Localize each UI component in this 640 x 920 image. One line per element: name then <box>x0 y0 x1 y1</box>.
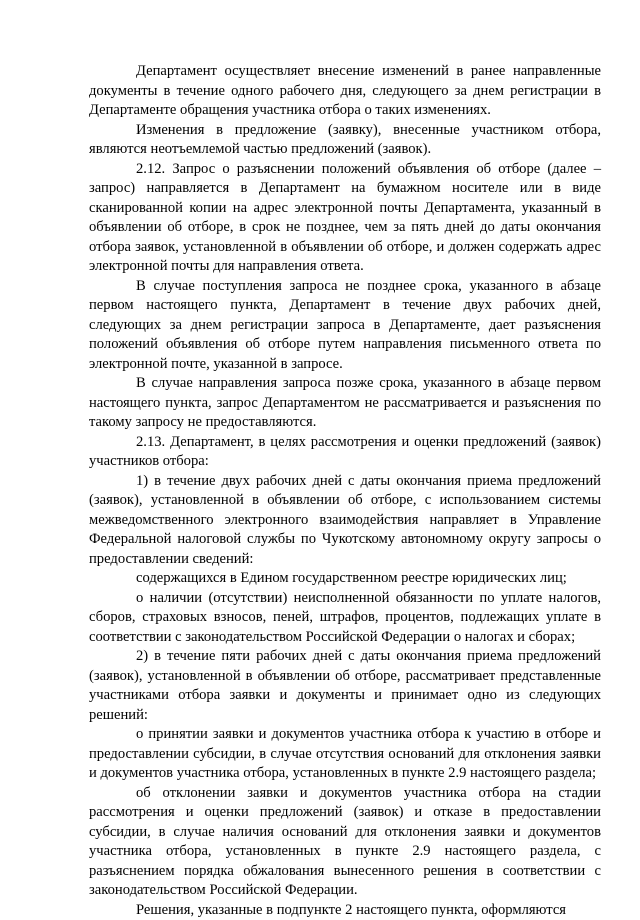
paragraph: 2.12. Запрос о разъяснении положений объявления об отборе (далее – запрос) направляется в Департамент на бумажном носителе или в виде сканированной копии на адрес электронной почты Департамента, указанный в объявлении об отборе, в срок не позднее, чем за пять дней до даты окончания отбора заявок, установленной в объявлении об отборе, и должен содержать адрес электронной почты для направления ответа. <box>89 160 601 277</box>
paragraph: Департамент осуществляет внесение изменений в ранее направленные документы в течение одного рабочего дня, следующего за днем регистрации в Департаменте обращения участника отбора о таких изменениях. <box>89 62 601 121</box>
document-body <box>89 62 601 920</box>
paragraph: В случае поступления запроса не позднее срока, указанного в абзаце первом настоящего пункта, Департамент в течение двух рабочих дней, следующих за днем регистрации запроса в Департаменте, дает разъяснения положений объявления об отборе путем направления письменного ответа по электронной почте, указанной в запросе. <box>89 277 601 375</box>
paragraph: 2.13. Департамент, в целях рассмотрения и оценки предложений (заявок) участников отбора: <box>89 433 601 472</box>
paragraph: о наличии (отсутствии) неисполненной обязанности по уплате налогов, сборов, страховых взносов, пеней, штрафов, процентов, подлежащих уплате в соответствии с законодательством Российской Федерации о налогах и сборах; <box>89 589 601 648</box>
paragraph: 1) в течение двух рабочих дней с даты окончания приема предложений (заявок), установленной в объявлении об отборе, с использованием системы межведомственного электронного взаимодействия направляет в Управление Федеральной налоговой службы по Чукотскому автономному округу запросы о предоставлении сведений: <box>89 472 601 570</box>
paragraph: В случае направления запроса позже срока, указанного в абзаце первом настоящего пункта, запрос Департаментом не рассматривается и разъяснения по такому запросу не предоставляются. <box>89 374 601 433</box>
paragraph: 2) в течение пяти рабочих дней с даты окончания приема предложений (заявок), установленной в объявлении об отборе, рассматривает представленные участниками отбора заявки и документы и принимает одно из следующих решений: <box>89 647 601 725</box>
paragraph: Решения, указанные в подпункте 2 настоящего пункта, оформляются <box>89 901 601 920</box>
paragraph: об отклонении заявки и документов участника отбора на стадии рассмотрения и оценки предложений (заявок) и отказе в предоставлении субсидии, в случае наличия оснований для отклонения заявки и документов участника отбора, установленных в пункте 2.9 настоящего раздела, с разъяснением порядка обжалования вынесенного решения в соответствии с законодательством Российской Федерации. <box>89 784 601 901</box>
paragraph: содержащихся в Едином государственном реестре юридических лиц; <box>89 569 601 589</box>
paragraph: о принятии заявки и документов участника отбора к участию в отборе и предоставлении субсидии, в случае отсутствия оснований для отклонения заявки и документов участника отбора, установленных в пункте 2.9 настоящего раздела; <box>89 725 601 784</box>
paragraph: Изменения в предложение (заявку), внесенные участником отбора, являются неотъемлемой частью предложений (заявок). <box>89 121 601 160</box>
